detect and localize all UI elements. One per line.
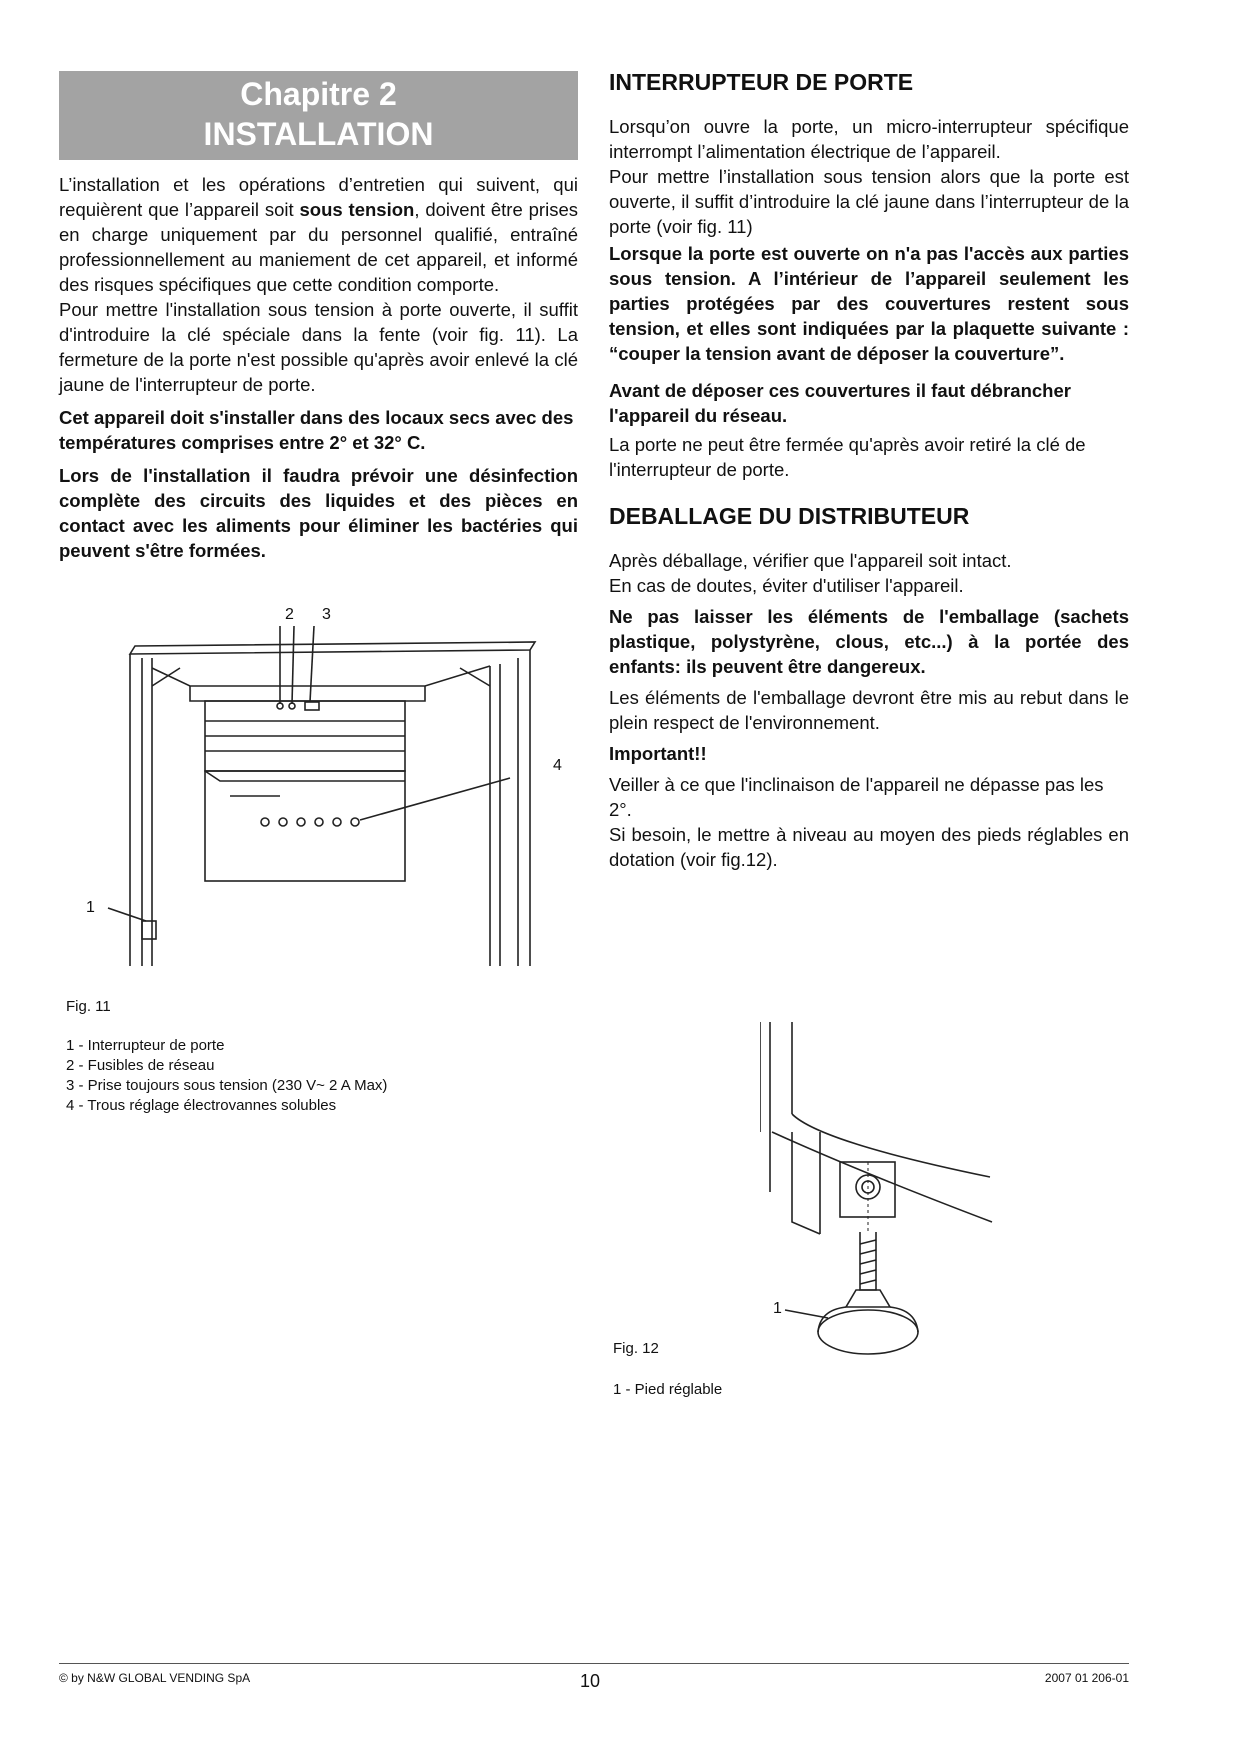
unpacking-paragraph-2: En cas de doutes, éviter d'utiliser l'appareil. [609, 575, 964, 596]
chapter-number: Chapitre 2 [240, 76, 397, 112]
tilt-paragraph: Veiller à ce que l'inclinaison de l'appareil ne dépasse pas les 2°. [609, 774, 1104, 820]
intro-paragraph [59, 172, 578, 297]
left-column [59, 172, 578, 563]
fig12-legend [613, 1380, 722, 1400]
fig12-callout-1: 1 [773, 1300, 782, 1317]
unplug-warning: Avant de déposer ces couvertures il faut débrancher l'appareil du réseau. [609, 380, 1071, 426]
footer-doc-code: 2007 01 206-01 [1044, 1671, 1129, 1685]
door-switch-paragraph: Lorsqu’on ouvre la porte, un micro-interrupteur spécifique interrompt l’alimentation électrique de l’appareil. [609, 116, 1129, 162]
disposal-paragraph: Les éléments de l'emballage devront être mis au rebut dans le plein respect de l'environnement. [609, 687, 1129, 733]
footer-rule [59, 1663, 1129, 1664]
section-heading-door-switch: INTERRUPTEUR DE PORTE [609, 69, 914, 95]
right-column [609, 68, 1129, 872]
intro-text-a: L’installation et les opérations d’entretien qui suivent, qui requièrent que l’appareil soit [59, 174, 578, 220]
section-heading-unpacking: DEBALLAGE DU DISTRIBUTEUR [609, 503, 970, 529]
fig11-callout-3: 3 [322, 606, 331, 623]
door-switch-paragraph-2: Pour mettre l’installation sous tension alors que la porte est ouverte, il suffit d’introduire la clé jaune dans l’interrupteur de la porte (voir fig. 11) [609, 166, 1129, 237]
disinfection-warning: Lors de l'installation il faudra prévoir une désinfection complète des circuits des liquides et des pièces en contact avec les aliments pour éliminer les bactéries qui peuvent s'être formées. [59, 465, 578, 561]
fig11-caption: Fig. 11 [66, 998, 111, 1015]
fig11-callout-4: 4 [553, 757, 562, 774]
intro-bold: sous tension [299, 199, 415, 220]
fig11-callout-1: 1 [86, 899, 95, 916]
fig11-legend-item: 1 - Interrupteur de porte [66, 1037, 225, 1054]
fig11-legend-item: 4 - Trous réglage électrovannes solubles [66, 1097, 337, 1114]
chapter-header [59, 71, 578, 160]
intro-text-b: , doivent être prises en charge uniquement par du personnel qualifié, entraîné professionnellement au maniement de cet appareil, et informé des risques spécifiques que cette condition comporte. [59, 199, 578, 295]
live-parts-warning: Lorsque la porte est ouverte on n'a pas l'accès aux parties sous tension. A l’intérieur de l’appareil seulement les parties protégées par des couvertures restent sous tension, et elles sont indiquées par la plaquette suivante : “couper la tension avant de déposer la couverture”. [609, 243, 1129, 364]
location-warning: Cet appareil doit s'installer dans des locaux secs avec des températures comprises entre 2° et 32° C. [59, 407, 574, 453]
unpacking-paragraph: Après déballage, vérifier que l'appareil soit intact. [609, 550, 1012, 571]
fig11-legend-item: 3 - Prise toujours sous tension (230 V~ 2 A Max) [66, 1077, 388, 1094]
fig11-legend [66, 1036, 387, 1116]
fig12-caption: Fig. 12 [613, 1340, 659, 1357]
chapter-title: INSTALLATION [203, 116, 434, 152]
packaging-warning: Ne pas laisser les éléments de l'emballage (sachets plastique, polystyrène, clous, etc...) à la portée des enfants: ils peuvent être dangereux. [609, 606, 1129, 677]
important-label: Important!! [609, 743, 707, 764]
door-close-paragraph: La porte ne peut être fermée qu'après avoir retiré la clé de l'interrupteur de porte. [609, 434, 1086, 480]
fig12-drawing [760, 1022, 1000, 1382]
door-open-paragraph: Pour mettre l'installation sous tension à porte ouverte, il suffit d'introduire la clé spéciale dans la fente (voir fig. 11). La fermeture de la porte n'est possible qu'après avoir enlevé la clé jaune de l'interrupteur de porte. [59, 299, 578, 395]
fig12-legend-item: 1 - Pied réglable [613, 1381, 723, 1398]
footer-copyright: © by N&W GLOBAL VENDING SpA [59, 1671, 251, 1685]
page-number: 10 [580, 1671, 601, 1691]
fig11-callout-2: 2 [285, 606, 294, 623]
levelling-paragraph: Si besoin, le mettre à niveau au moyen des pieds réglables en dotation (voir fig.12). [609, 824, 1129, 870]
fig11-drawing [80, 606, 550, 976]
fig11-legend-item: 2 - Fusibles de réseau [66, 1057, 215, 1074]
